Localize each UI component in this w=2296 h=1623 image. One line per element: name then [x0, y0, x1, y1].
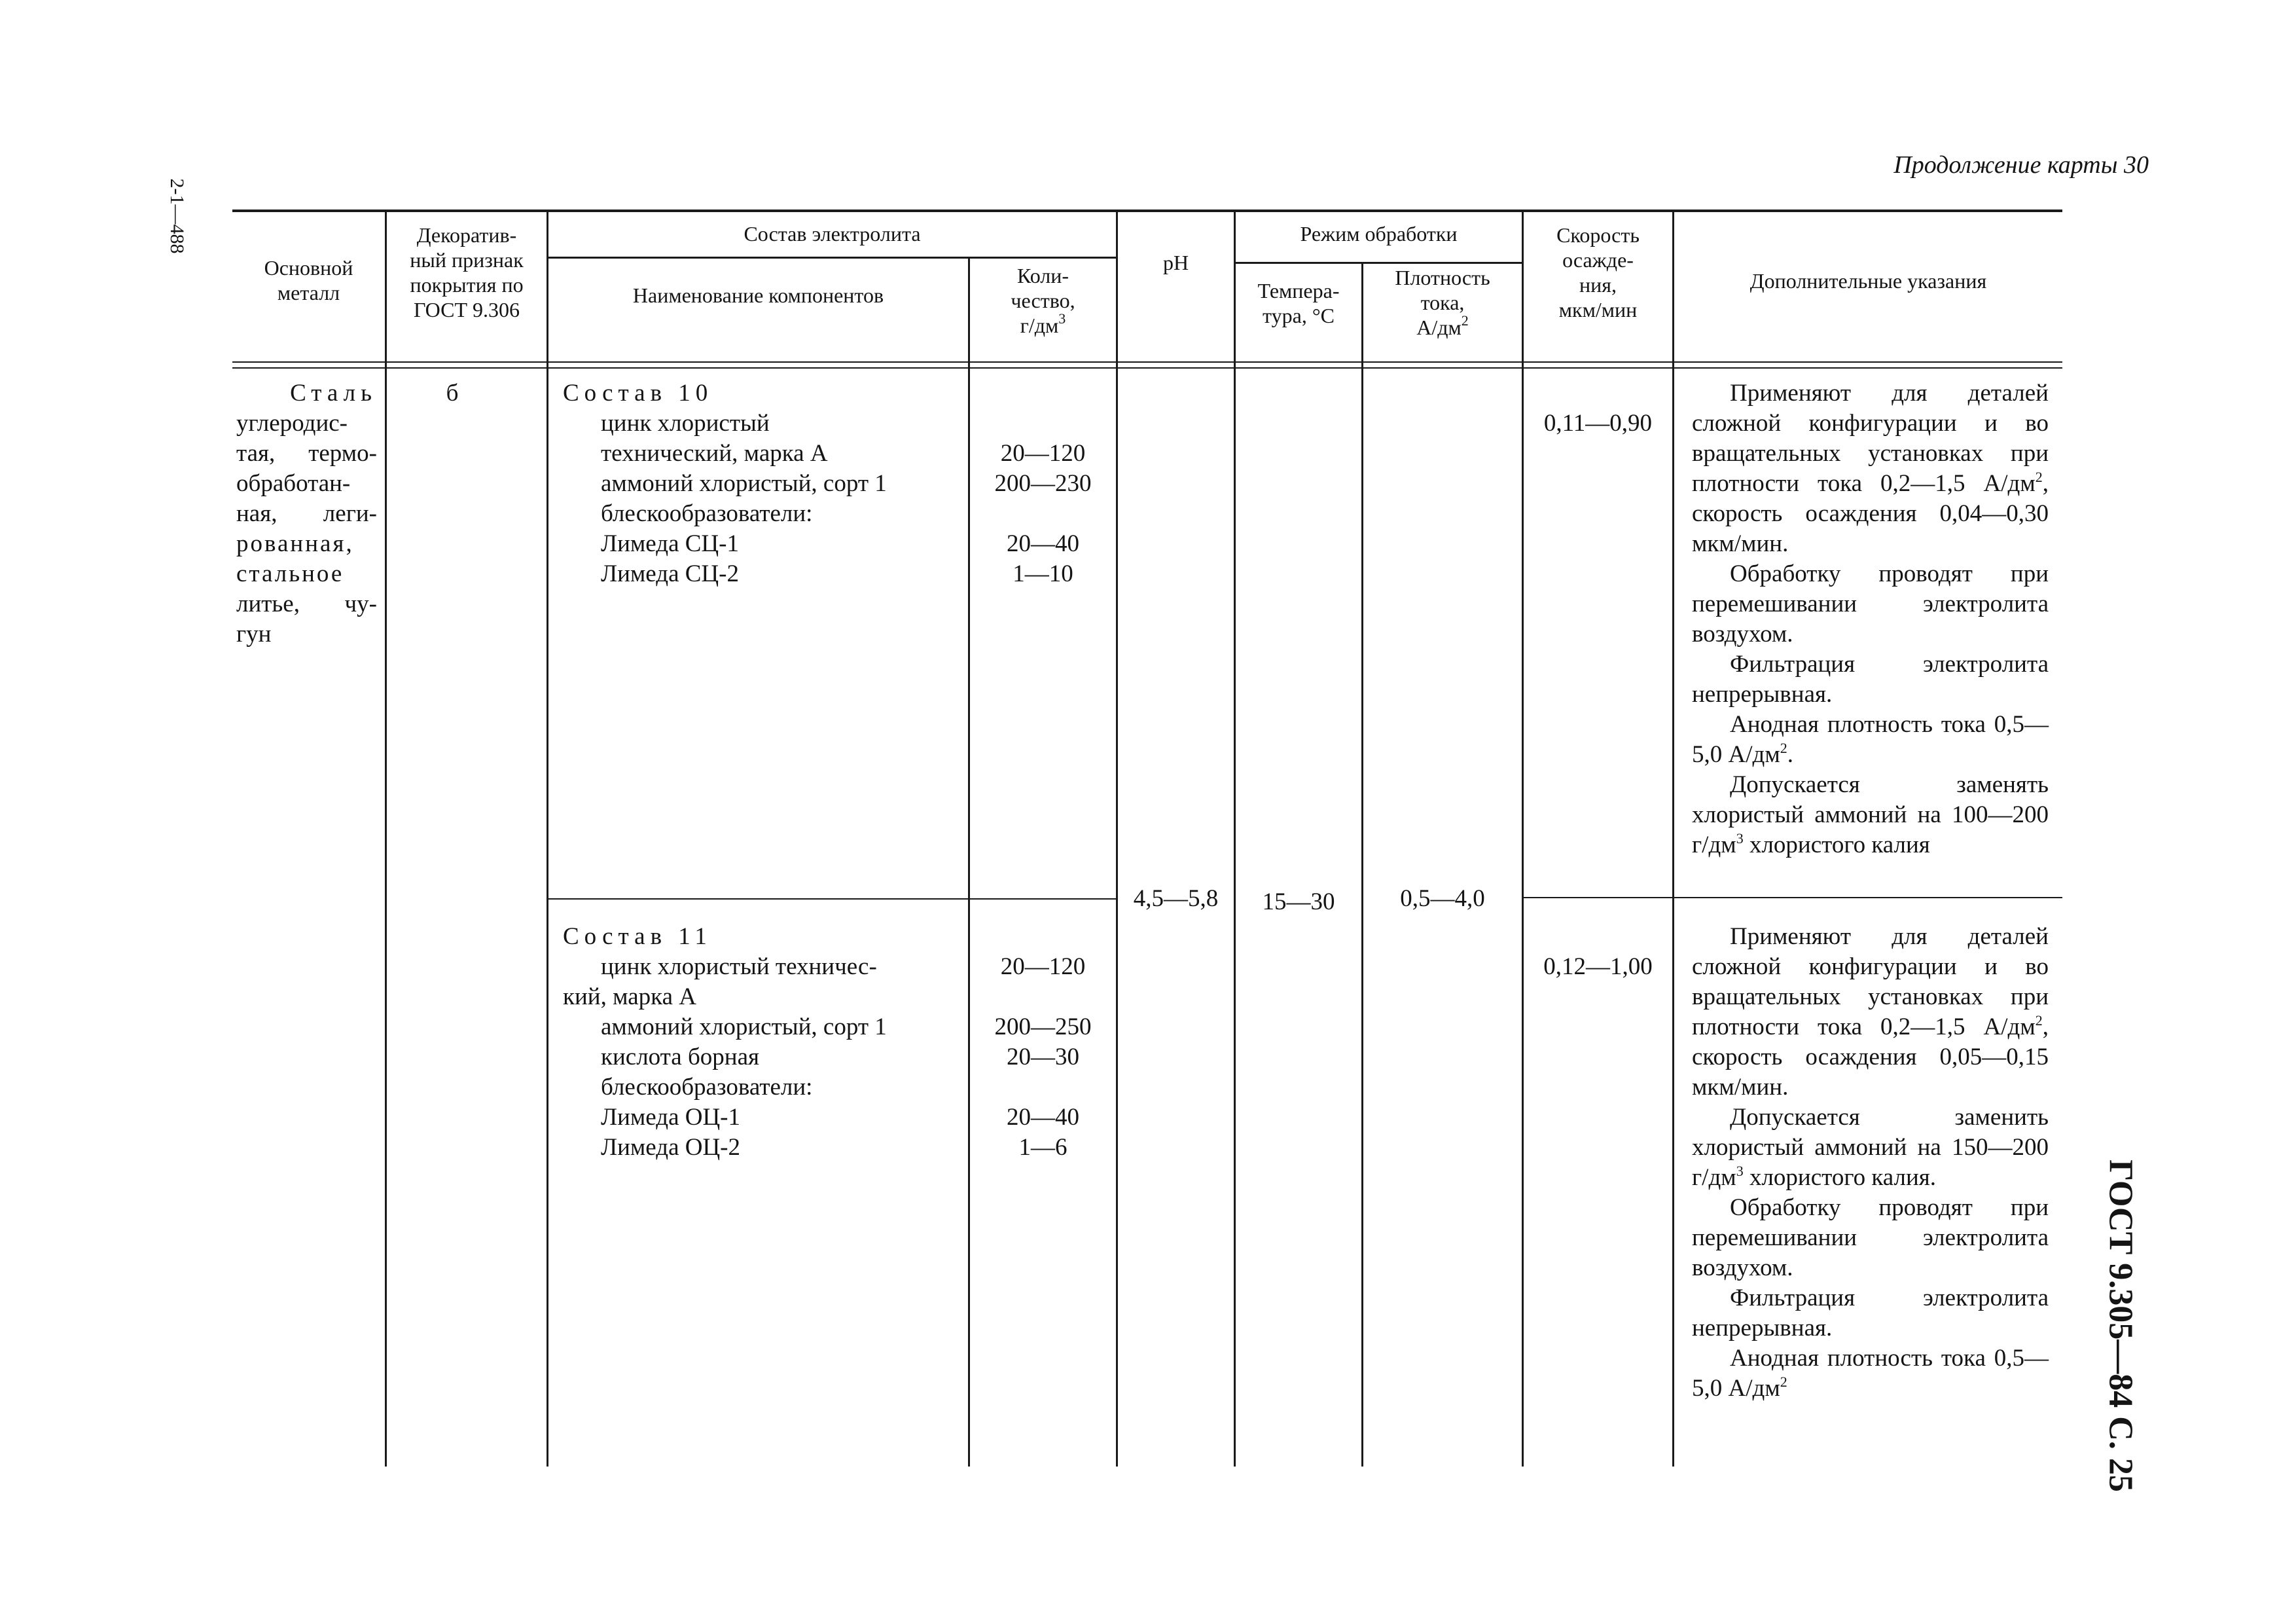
note-tail: , скорость осаждения 0,05—0,15 мкм/мин.: [1692, 1013, 2049, 1101]
metal-line: стальное: [236, 560, 344, 587]
composition-10: [563, 378, 956, 589]
header-quantity-sup: 3: [1058, 310, 1066, 327]
metal-line: рованная,: [236, 530, 354, 557]
header-base-metal-line: Основной: [264, 256, 353, 280]
component-name: кий, марка А: [563, 983, 696, 1010]
note-text: Допускается заменить хлористый аммоний на 150—200 г/дм: [1692, 1104, 2049, 1191]
component-qty: 20—120: [1000, 440, 1086, 467]
note-paragraph: [1692, 710, 2049, 770]
component-name: Лимеда СЦ-1: [601, 530, 739, 557]
composition-split-rule: [547, 898, 1116, 900]
col-rule-7: [1522, 210, 1524, 1467]
component-name: Лимеда ОЦ-2: [601, 1134, 741, 1161]
component-qty: 20—40: [1007, 1104, 1079, 1131]
decorative-value: б: [446, 380, 459, 407]
header-base-metal-line: металл: [277, 281, 340, 304]
component-qty: [970, 982, 1116, 1012]
note-sup: 3: [1736, 830, 1744, 847]
note-tail: хлористого калия.: [1743, 1164, 1937, 1191]
header-mode: Режим обработки: [1300, 222, 1458, 246]
metal-line: гун: [236, 621, 272, 647]
composition-11-quantities: [970, 922, 1116, 1163]
table-top-rule: [232, 210, 2062, 212]
col-rule-5: [1234, 210, 1236, 1467]
electrolyte-table: [232, 210, 2062, 1467]
header-density-unit-text: А/дм: [1416, 316, 1462, 339]
header-notes: Дополнительные указания: [1749, 269, 1987, 293]
side-stamp: 2-1—488: [166, 178, 188, 254]
component-name: Лимеда ОЦ-1: [601, 1104, 741, 1131]
note-text: Допускается заменять хлористый аммоний на 100—200 г/дм: [1692, 771, 2049, 858]
header-speed-line: мкм/мин: [1558, 298, 1638, 321]
note-text: Обработку проводят при перемешивании электролита воздухом.: [1692, 1194, 2049, 1281]
header-density-sup: 2: [1461, 312, 1469, 329]
note-sup: 2: [2035, 1012, 2043, 1029]
header-density-line: тока,: [1420, 291, 1465, 314]
notes-composition-11: [1692, 922, 2049, 1404]
note-paragraph: [1692, 1283, 2049, 1343]
composition-title: Состав 10: [563, 380, 713, 407]
speed-value-11: 0,12—1,00: [1543, 953, 1653, 980]
note-paragraph: [1692, 378, 2049, 559]
header-bottom-rule-2: [232, 367, 2062, 369]
continuation-title: Продолжение карты 30: [1893, 151, 2149, 179]
component-qty: [970, 499, 1116, 529]
header-quantity-unit: [970, 310, 1116, 338]
header-component-name: Наименование компонентов: [632, 283, 884, 307]
notes-split-rule: [1522, 897, 2062, 898]
header-speed: [1524, 223, 1672, 322]
header-temperature-line: Темпера-: [1257, 279, 1340, 302]
note-sup: 2: [1780, 740, 1787, 756]
component-qty: 20—120: [1000, 953, 1086, 980]
metal-line: литье, чу-: [236, 591, 377, 617]
component-qty: [970, 1072, 1116, 1103]
note-paragraph: [1692, 1343, 2049, 1404]
header-quantity-line: Коли-: [1016, 264, 1069, 287]
component-name: аммоний хлористый, сорт 1: [601, 1013, 887, 1040]
header-subrule-composition: [547, 257, 1116, 259]
speed-value-10: 0,11—0,90: [1543, 410, 1653, 437]
note-tail: хлористого калия: [1743, 831, 1930, 858]
header-quantity-unit-text: г/дм: [1020, 314, 1059, 337]
header-density-line: Плотность: [1395, 266, 1490, 289]
component-name: цинк хлористый: [601, 410, 770, 437]
col-rule-4: [1116, 210, 1118, 1467]
note-text: Анодная плотность тока 0,5—5,0 А/дм: [1692, 711, 2049, 768]
note-sup: 2: [1780, 1374, 1787, 1390]
note-paragraph: [1692, 1103, 2049, 1193]
component-name: блескообразователи:: [601, 500, 813, 527]
component-name: аммоний хлористый, сорт 1: [601, 470, 887, 497]
component-qty: 1—6: [1018, 1134, 1067, 1161]
component-name: технический, марка А: [601, 440, 828, 467]
metal-line: Сталь: [290, 380, 377, 407]
header-decorative-line: ГОСТ 9.306: [413, 298, 520, 321]
note-paragraph: [1692, 770, 2049, 860]
note-sup: 3: [1736, 1163, 1744, 1179]
component-qty: 1—10: [1013, 560, 1073, 587]
header-quantity: [970, 263, 1116, 338]
note-paragraph: [1692, 922, 2049, 1103]
note-paragraph: [1692, 559, 2049, 649]
header-speed-line: осажде-: [1562, 248, 1634, 272]
component-qty: 20—30: [1007, 1044, 1079, 1070]
header-density: [1363, 265, 1522, 340]
note-text: Применяют для деталей сложной конфигурации и во вращательных установках при плотности тока 0,2—1,5 А/дм: [1692, 923, 2049, 1040]
metal-line: ная, леги-: [236, 500, 377, 527]
header-quantity-line: чество,: [1011, 289, 1075, 312]
header-temperature-line: тура, °С: [1263, 304, 1335, 327]
component-name: цинк хлористый техничес-: [601, 953, 877, 980]
note-tail: .: [1787, 741, 1793, 768]
note-tail: , скорость осаждения 0,04—0,30 мкм/мин.: [1692, 470, 2049, 557]
note-sup: 2: [2035, 469, 2043, 485]
col-rule-8: [1672, 210, 1674, 1467]
component-qty: 20—40: [1007, 530, 1079, 557]
note-text: Фильтрация электролита непрерывная.: [1692, 651, 2049, 708]
component-qty: 200—230: [994, 470, 1092, 497]
component-name: блескообразователи:: [601, 1074, 813, 1101]
composition-10-quantities: [970, 378, 1116, 589]
col-rule-6: [1361, 262, 1363, 1467]
composition-11: [563, 922, 956, 1163]
header-decorative-line: покрытия по: [410, 273, 524, 297]
component-qty: [970, 378, 1116, 409]
density-value: 0,5—4,0: [1400, 885, 1485, 912]
component-qty-spacer: [970, 922, 1116, 952]
gost-page-number: ГОСТ 9.305—84 С. 25: [2102, 1159, 2140, 1492]
component-name: Лимеда СЦ-2: [601, 560, 739, 587]
header-decorative-line: ный признак: [410, 248, 524, 272]
header-ph: pH: [1162, 251, 1189, 274]
note-text: Обработку проводят при перемешивании электролита воздухом.: [1692, 560, 2049, 647]
note-paragraph: [1692, 1193, 2049, 1283]
header-density-unit: [1363, 312, 1522, 340]
note-text: Фильтрация электролита непрерывная.: [1692, 1285, 2049, 1341]
temperature-value: 15—30: [1262, 888, 1335, 915]
header-temperature: [1236, 278, 1361, 328]
header-bottom-rule: [232, 361, 2062, 363]
header-subrule-mode: [1234, 262, 1522, 264]
header-decorative-line: Декоратив-: [416, 223, 517, 247]
header-speed-line: Скорость: [1556, 223, 1640, 247]
component-qty: 200—250: [994, 1013, 1092, 1040]
header-composition: Состав электролита: [744, 222, 921, 246]
metal-line: углеродис-: [236, 410, 348, 437]
header-base-metal: [232, 255, 385, 305]
component-qty-spacer: [970, 409, 1116, 439]
component-name: кислота борная: [601, 1044, 760, 1070]
composition-title: Состав 11: [563, 923, 712, 950]
note-text: Анодная плотность тока 0,5—5,0 А/дм: [1692, 1345, 2049, 1402]
base-metal-text: [236, 378, 377, 649]
metal-line: тая, термо-: [236, 440, 377, 467]
metal-line: обработан-: [236, 470, 351, 497]
note-paragraph: [1692, 649, 2049, 710]
header-speed-line: ния,: [1579, 273, 1617, 297]
notes-composition-10: [1692, 378, 2049, 860]
ph-value: 4,5—5,8: [1133, 885, 1219, 912]
header-decorative: [387, 223, 547, 322]
note-text: Применяют для деталей сложной конфигурации и во вращательных установках при плотности тока 0,2—1,5 А/дм: [1692, 380, 2049, 497]
col-rule-2: [547, 210, 548, 1467]
